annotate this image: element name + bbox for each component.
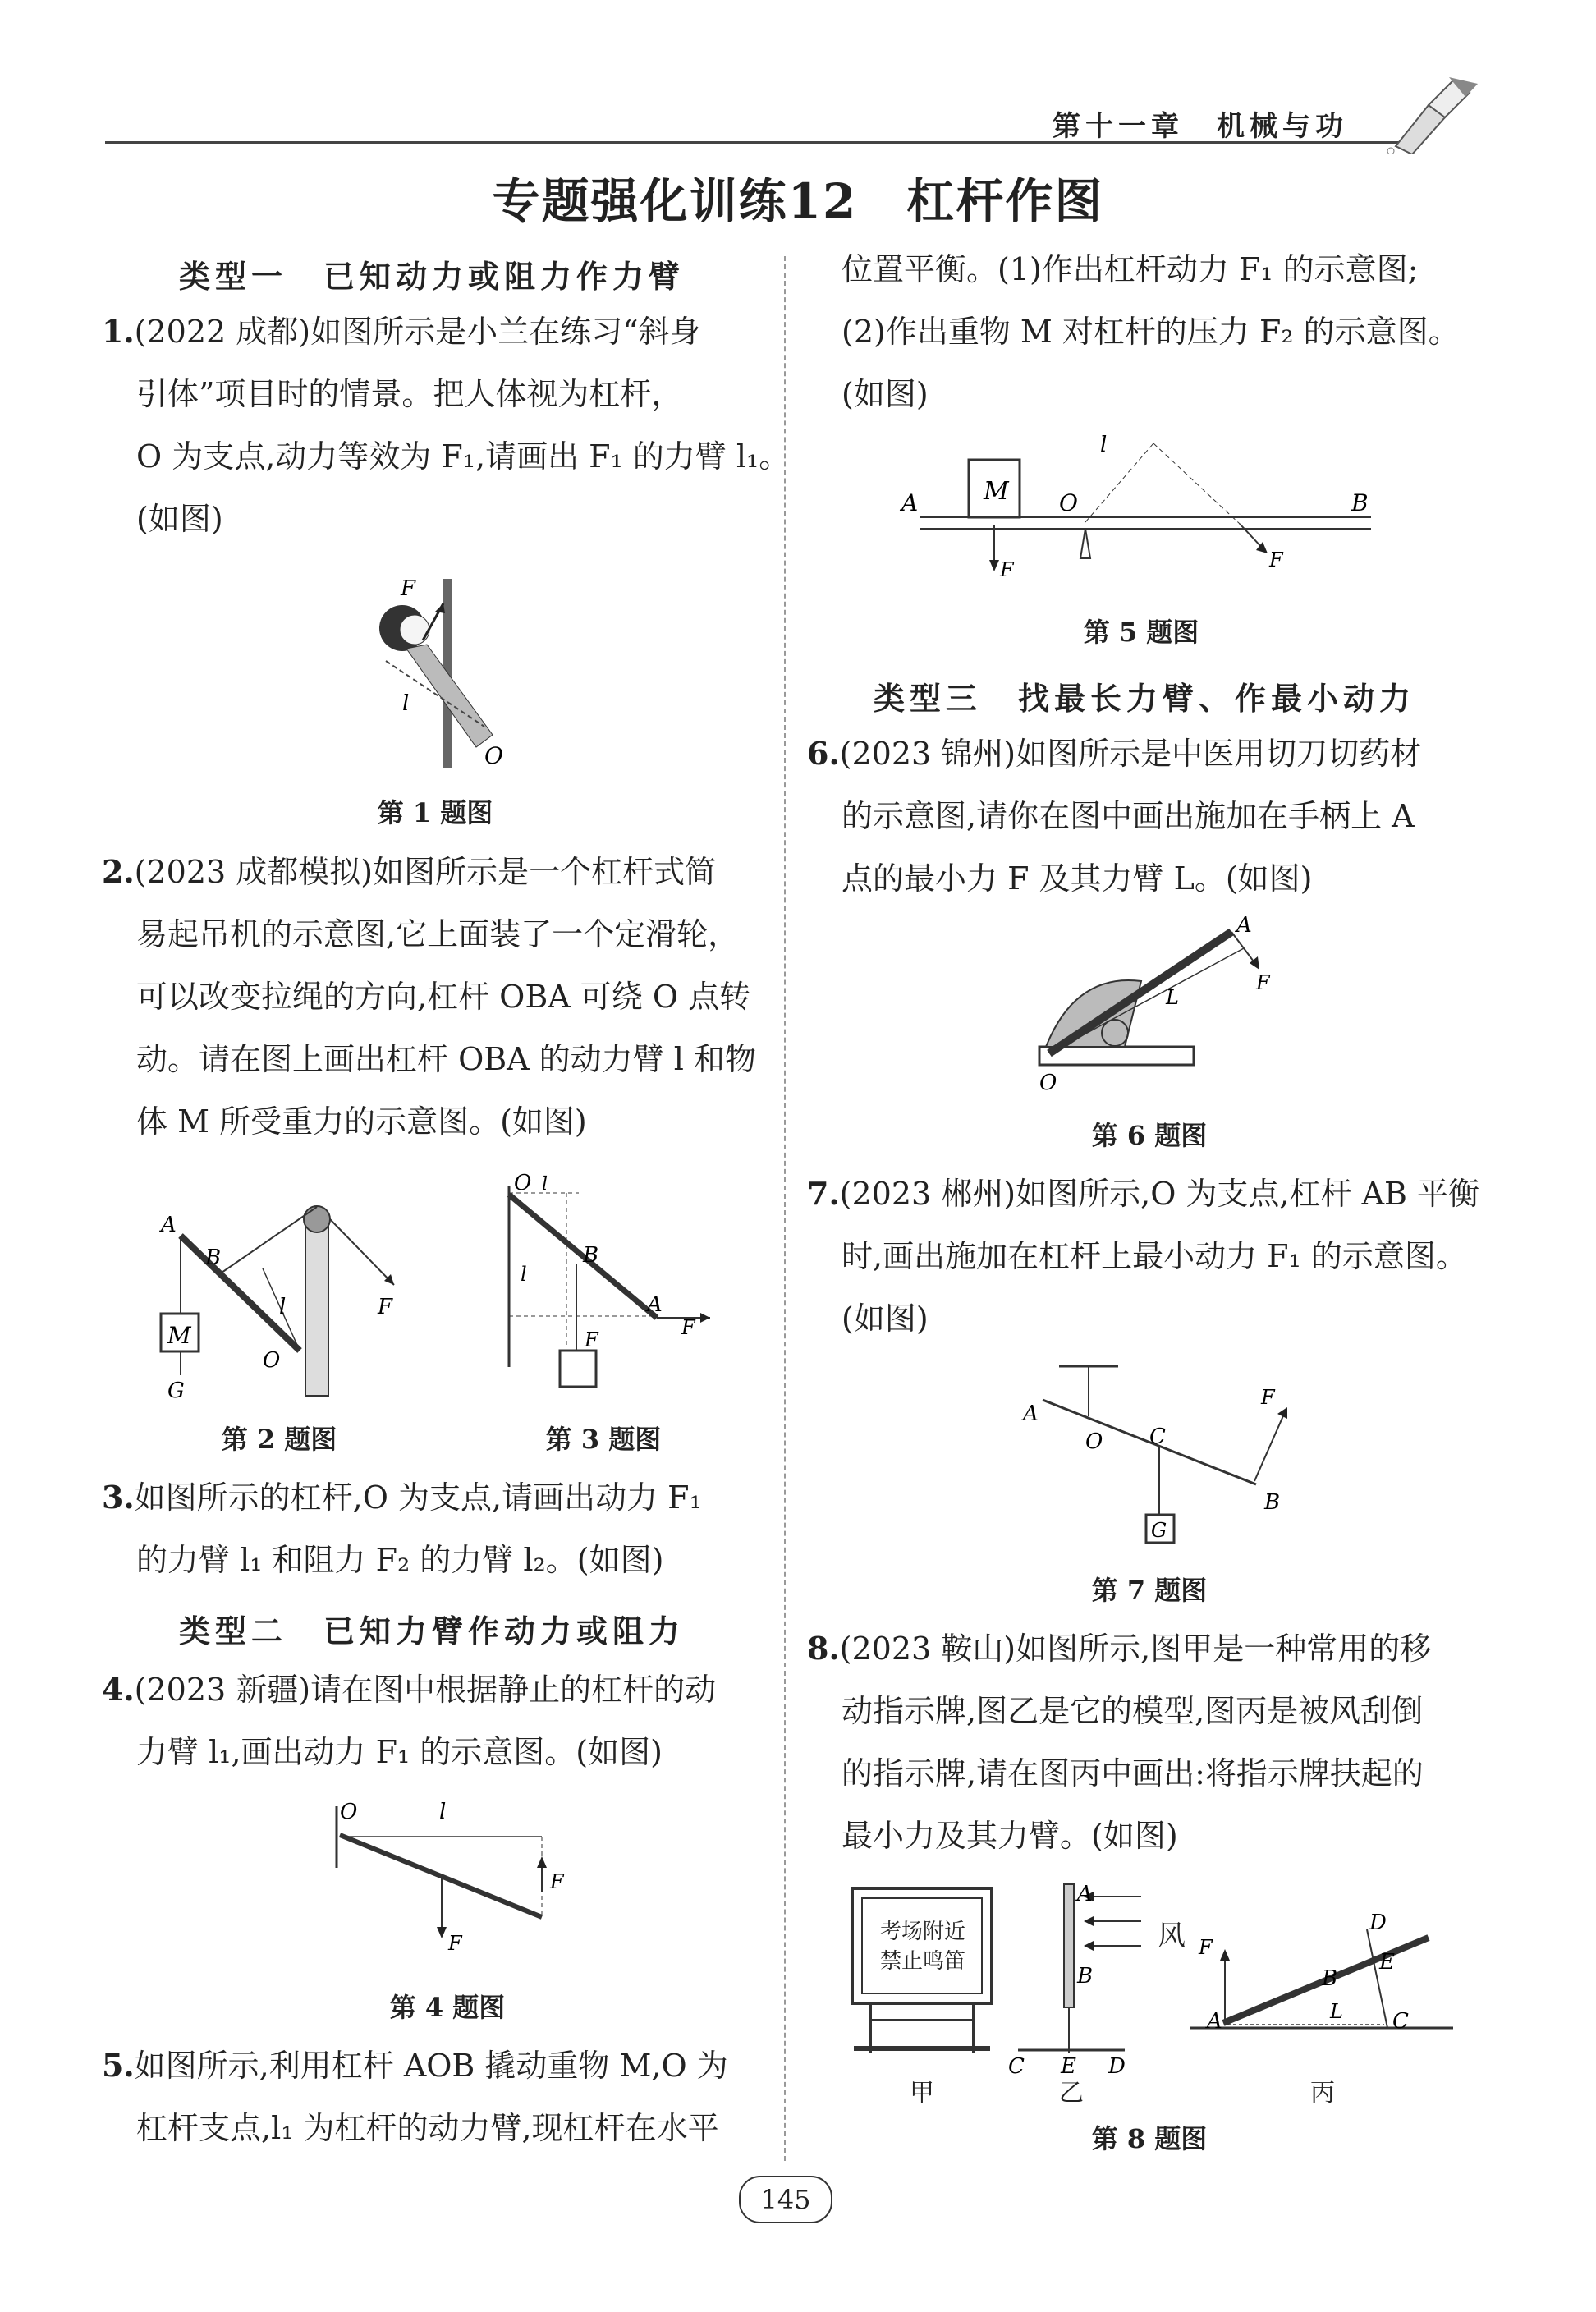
question-1 — [102, 300, 790, 550]
svg-text:D: D — [1108, 2054, 1126, 2079]
section-type-2: 类型二 已知力臂作动力或阻力 — [179, 1612, 686, 1649]
svg-text:F: F — [550, 1870, 564, 1893]
svg-text:C: C — [1392, 2009, 1409, 2034]
pencil-decoration-icon — [1379, 72, 1486, 154]
question-8 — [807, 1617, 1431, 1867]
question-number: 1. — [102, 313, 135, 350]
figure-6 — [1026, 915, 1289, 1096]
svg-text:F: F — [1269, 548, 1283, 571]
figure-8-bing — [1182, 1905, 1461, 2053]
svg-text:C: C — [1149, 1424, 1166, 1449]
header-rule — [105, 141, 1419, 144]
figure-8-jia — [846, 1880, 1002, 2069]
q2-line: (2023 成都模拟)如图所示是一个杠杆式简 — [134, 854, 717, 890]
q7-line: (如图) — [842, 1300, 929, 1337]
question-6 — [807, 722, 1421, 910]
caption-7: 第 7 题图 — [1091, 1575, 1208, 1606]
question-number: 3. — [102, 1479, 135, 1516]
question-number: 8. — [807, 1630, 840, 1667]
figure-2 — [148, 1182, 419, 1412]
svg-text:F: F — [401, 576, 416, 601]
svg-text:B: B — [1322, 1966, 1338, 1991]
svg-text:L: L — [1166, 986, 1179, 1009]
svg-text:M: M — [167, 1322, 191, 1349]
q2-line: 动。请在图上画出杠杆 OBA 的动力臂 l 和物 — [136, 1041, 756, 1077]
q1-line: 引体”项目时的情景。把人体视为杠杆， — [136, 376, 683, 412]
page-title: 专题强化训练12 杠杆作图 — [492, 173, 1104, 229]
svg-text:A: A — [1077, 1882, 1093, 1906]
q5-line: (如图) — [842, 376, 929, 412]
section-type-1: 类型一 已知动力或阻力作力臂 — [179, 258, 686, 295]
label-yi: 乙 — [1059, 2079, 1084, 2108]
page-number: 145 — [739, 2176, 832, 2223]
svg-text:O: O — [263, 1348, 281, 1373]
svg-text:l: l — [402, 691, 410, 716]
question-2 — [102, 841, 756, 1153]
q8-line: 动指示牌,图乙是它的模型,图丙是被风刮倒 — [842, 1693, 1424, 1729]
svg-text:G: G — [167, 1378, 185, 1403]
svg-text:A: A — [161, 1213, 177, 1237]
q5-line: (2)作出重物 M 对杠杆的压力 F₂ 的示意图。 — [842, 314, 1460, 350]
q6-line: 点的最小力 F 及其力臂 L。(如图) — [842, 860, 1313, 897]
q3-line: 的力臂 l₁ 和阻力 F₂ 的力臂 l₂。(如图) — [136, 1542, 664, 1578]
question-number: 6. — [807, 735, 840, 772]
svg-text:C: C — [1008, 2054, 1025, 2079]
question-number: 7. — [807, 1175, 840, 1212]
svg-text:O: O — [340, 1800, 358, 1824]
q8-line: (2023 鞍山)如图所示,图甲是一种常用的移 — [839, 1631, 1432, 1667]
svg-text:D: D — [1369, 1911, 1387, 1935]
question-number: 2. — [102, 853, 135, 890]
svg-text:A: A — [1236, 915, 1252, 938]
svg-text:G: G — [1151, 1519, 1167, 1542]
caption-3: 第 3 题图 — [545, 1424, 662, 1455]
svg-text:M: M — [984, 477, 1009, 506]
svg-text:F: F — [681, 1316, 695, 1339]
q1-line: (如图) — [136, 501, 223, 537]
figure-4 — [304, 1794, 583, 1966]
sign-text-2: 禁止鸣笛 — [879, 1949, 965, 1974]
svg-text:B: B — [1264, 1490, 1281, 1515]
svg-text:F: F — [448, 1932, 462, 1955]
svg-text:l: l — [439, 1800, 447, 1824]
svg-text:E: E — [1379, 1950, 1395, 1975]
q1-line: (2022 成都)如图所示是小兰在练习“斜身 — [134, 314, 701, 350]
question-4 — [102, 1658, 716, 1783]
svg-text:E: E — [1061, 2054, 1076, 2079]
sign-text-1: 考场附近 — [879, 1920, 965, 1944]
q5-line: 如图所示,利用杠杆 AOB 撬动重物 M,O 为 — [134, 2048, 728, 2084]
q4-line: (2023 新疆)请在图中根据静止的杠杆的动 — [134, 1672, 717, 1708]
svg-text:L: L — [1330, 2000, 1343, 2023]
question-number: 4. — [102, 1671, 135, 1708]
figure-7 — [1010, 1355, 1305, 1560]
q7-line: 时,画出施加在杠杆上最小动力 F₁ 的示意图。 — [842, 1238, 1467, 1274]
q6-line: (2023 锦州)如图所示是中医用切刀切药材 — [839, 736, 1422, 772]
svg-text:B: B — [1351, 489, 1369, 516]
svg-text:F: F — [585, 1328, 598, 1351]
q6-line: 的示意图,请你在图中画出施加在手柄上 A — [842, 798, 1415, 834]
caption-6: 第 6 题图 — [1091, 1120, 1208, 1151]
svg-text:F: F — [1000, 558, 1014, 581]
caption-5: 第 5 题图 — [1083, 617, 1199, 648]
q4-line: 力臂 l₁,画出动力 F₁ 的示意图。(如图) — [136, 1734, 663, 1770]
svg-text:F: F — [1256, 971, 1270, 994]
chapter-header: 第十一章 机械与功 — [1053, 110, 1348, 143]
svg-text:F: F — [1199, 1936, 1213, 1959]
question-5-continued — [807, 238, 1460, 425]
svg-text:A: A — [1023, 1401, 1039, 1426]
caption-8: 第 8 题图 — [1091, 2123, 1208, 2154]
question-3 — [102, 1466, 702, 1591]
section-type-3: 类型三 找最长力臂、作最小动力 — [874, 680, 1416, 717]
svg-text:O: O — [514, 1171, 532, 1195]
figure-5 — [895, 427, 1387, 591]
wind-label: 风 — [1158, 1920, 1186, 1952]
q3-line: 如图所示的杠杆,O 为支点,请画出动力 F₁ — [134, 1479, 702, 1516]
question-number: 5. — [102, 2047, 135, 2084]
figure-8-yi — [1002, 1876, 1199, 2081]
svg-text:B: B — [205, 1245, 222, 1270]
svg-text:l: l — [521, 1263, 527, 1286]
question-7 — [807, 1163, 1479, 1350]
svg-text:l: l — [542, 1174, 548, 1195]
caption-2: 第 2 题图 — [221, 1424, 337, 1455]
svg-text:B: B — [1077, 1964, 1094, 1989]
svg-text:A: A — [1207, 2009, 1222, 2034]
caption-1: 第 1 题图 — [377, 797, 493, 828]
svg-text:A: A — [901, 489, 919, 516]
figure-1 — [345, 571, 525, 776]
svg-text:O: O — [1059, 489, 1078, 516]
svg-text:A: A — [647, 1292, 663, 1317]
caption-4: 第 4 题图 — [389, 1992, 506, 2023]
q7-line: (2023 郴州)如图所示,O 为支点,杠杆 AB 平衡 — [839, 1176, 1480, 1212]
label-jia: 甲 — [910, 2079, 934, 2108]
q5-line: 杠杆支点,l₁ 为杠杆的动力臂,现杠杆在水平 — [136, 2110, 719, 2146]
svg-text:F: F — [378, 1295, 393, 1319]
svg-text:l: l — [1100, 433, 1108, 457]
q2-line: 体 M 所受重力的示意图。(如图) — [136, 1103, 587, 1140]
q8-line: 的指示牌,请在图丙中画出:将指示牌扶起的 — [842, 1755, 1424, 1791]
svg-text:O: O — [1039, 1071, 1057, 1095]
figure-3 — [484, 1170, 731, 1408]
q2-line: 易起吊机的示意图,它上面装了一个定滑轮， — [136, 916, 740, 952]
q5-line: 位置平衡。(1)作出杠杆动力 F₁ 的示意图; — [842, 251, 1419, 287]
svg-text:B: B — [583, 1243, 599, 1268]
q2-line: 可以改变拉绳的方向,杠杆 OBA 可绕 O 点转 — [136, 979, 751, 1015]
q1-line: O 为支点,动力等效为 F₁,请画出 F₁ 的力臂 l₁。 — [136, 438, 791, 475]
svg-text:l: l — [279, 1295, 287, 1319]
label-bing: 丙 — [1310, 2079, 1335, 2108]
svg-text:O: O — [1085, 1429, 1103, 1454]
question-5 — [102, 2034, 728, 2159]
q8-line: 最小力及其力臂。(如图) — [842, 1818, 1178, 1854]
svg-text:F: F — [1261, 1386, 1275, 1409]
svg-text:O: O — [484, 742, 503, 769]
